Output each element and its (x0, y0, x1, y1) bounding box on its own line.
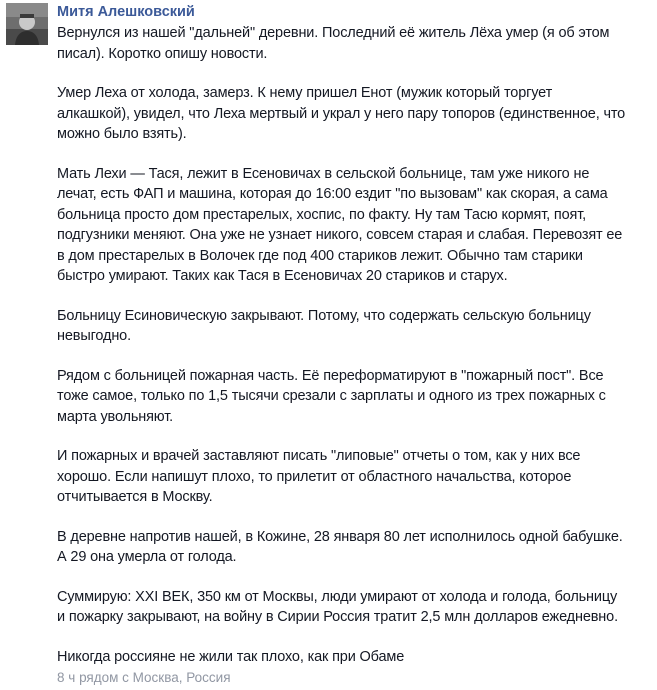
author-avatar[interactable] (6, 3, 48, 45)
post-paragraph: Умер Леха от холода, замерз. К нему пришел Енот (мужик который торгует алкашкой), увидел, что Леха мертвый и украл у него пару топоров (единственное, что можно было взять). (57, 85, 626, 142)
avatar-photo-icon (6, 3, 48, 45)
post-paragraph: Никогда россияне не жили так плохо, как при Обаме (57, 648, 405, 665)
post-paragraph: Рядом с больницей пожарная часть. Её переформатируют в "пожарный пост". Все тоже самое, только по 1,5 тысячи срезали с зарплаты и одного из трех пожарных с марта увольняют. (57, 367, 606, 425)
post-paragraph: В деревне напротив нашей, в Кожине, 28 января 80 лет исполнилось одной бабушке. А 29 она умерла от голода. (57, 528, 623, 565)
author-name-link[interactable]: Митя Алешковский (57, 4, 195, 20)
post-location-link[interactable]: рядом с Москва, Россия (79, 670, 231, 685)
post-meta (57, 669, 231, 687)
post-paragraph: Мать Лехи — Тася, лежит в Есеновичах в сельской больнице, там уже никого не лечат, есть ФАП и машина, которая до 16:00 ездит "по вызовам" как скорая, а сама больница просто дом престарелых, хоспис, по факту. Ну там Тасю кормят, поят, подгузники меняют. Она уже не узнает никого, совсем старая и слабая. Перевозят ее в дом престарелых в Волочек где под 400 стариков лежит. Обычно там старики быстро умирают. Таких как Тася в Есеновичах 20 стариков и старух. (57, 165, 623, 284)
post-body (57, 23, 653, 686)
post-paragraph: Вернулся из нашей "дальней" деревни. Последний её житель Лёха умер (я об этом писал). Коротко опишу новости. (57, 25, 610, 62)
post-paragraph: Суммирую: XXI ВЕК, 350 км от Москвы, люди умирают от холода и голода, больницу и пожарку закрывают, на войну в Сирии Россия тратит 2,5 млн долларов ежедневно. (57, 588, 618, 625)
post-paragraph: И пожарных и врачей заставляют писать "липовые" отчеты о том, как у них все хорошо. Если напишут плохо, то прилетит от областного начальства, которое отчитывается в Москву. (57, 448, 581, 505)
post-timestamp-link[interactable]: 8 ч (57, 670, 76, 685)
post-paragraph: Больницу Есиновическую закрывают. Потому, что содержать сельскую больницу невыгодно. (57, 307, 591, 344)
